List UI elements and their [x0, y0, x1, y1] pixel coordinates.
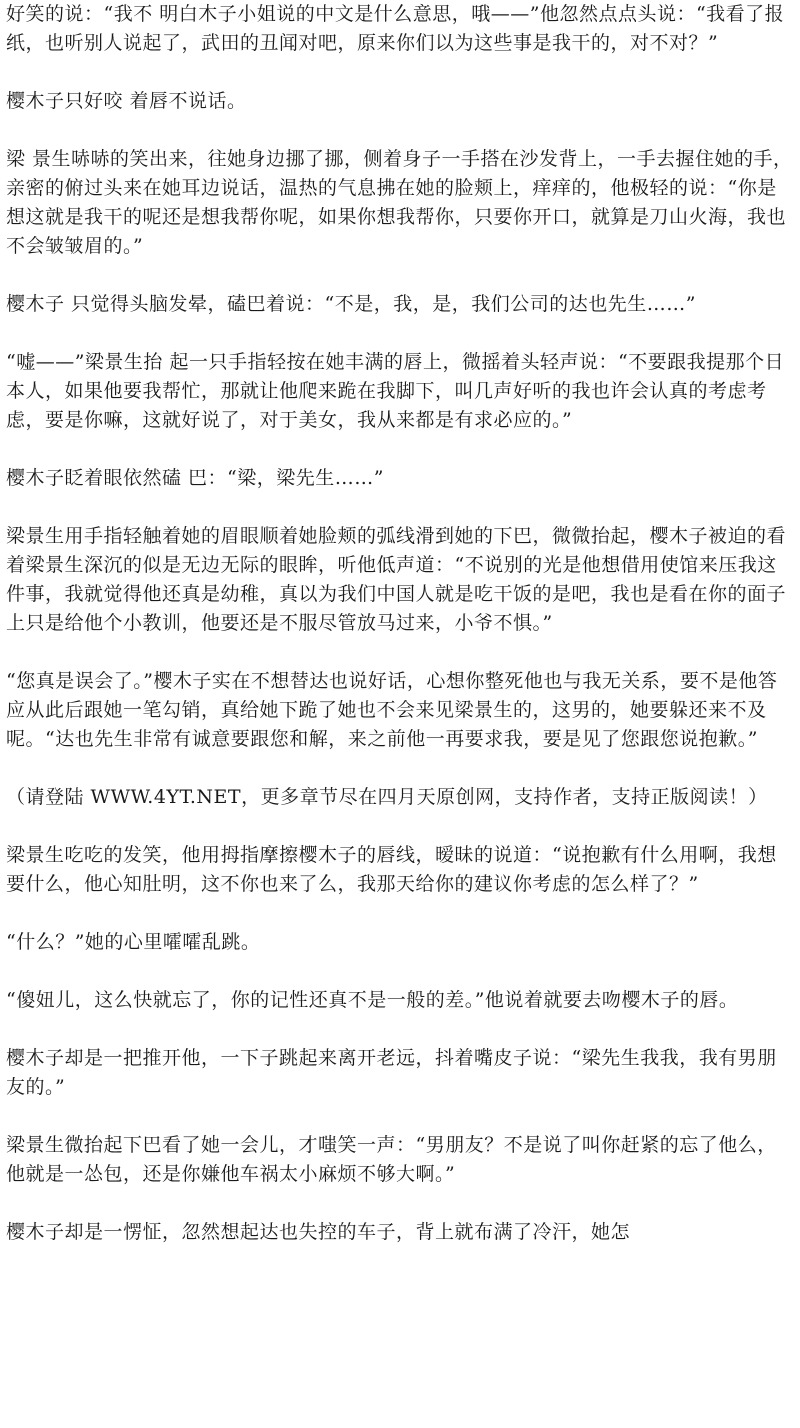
paragraph: “您真是误会了。”樱木子实在不想替达也说好话，心想你整死他也与我无关系，要不是他答应从此后跟她一笔勾销，真给她下跪了她也不会来见梁景生的，这男的，她要躲还来不及呢。“达也先生非常有诚意要跟您和解，来之前他一再要求我，要是见了您跟您说抱歉。” [6, 670, 778, 750]
paragraph: 梁景生用手指轻触着她的眉眼顺着她脸颊的弧线滑到她的下巴，微微抬起，樱木子被迫的看着梁景生深沉的似是无边无际的眼眸，听他低声道：“不说别的光是他想借用使馆来压我这件事，我就觉得他还真是幼稚，真以为我们中国人就是吃干饭的是吧，我也是看在你的面子上只是给他个小教训，他要还是不服尽管放马过来，小爷不惧。” [6, 525, 787, 634]
paragraph: 樱木子却是一把推开他，一下子跳起来离开老远，抖着嘴皮子说：“梁先生我我，我有男朋友的。” [6, 1047, 777, 1098]
document-page [6, 0, 796, 1276]
paragraph: 梁 景生哧哧的笑出来，往她身边挪了挪，侧着身子一手搭在沙发背上，一手去握住她的手，亲密的俯过头来在她耳边说话，温热的气息拂在她的脸颊上，痒痒的，他极轻的说：“你是想这就是我干的呢还是想我帮你呢，如果你想我帮你，只要你开口，就算是刀山火海，我也不会皱皱眉的。” [6, 148, 793, 257]
paragraph: 梁景生微抬起下巴看了她一会儿，才嗤笑一声：“男朋友？不是说了叫你赶紧的忘了他么，他就是一怂包，还是你嫌他车祸太小麻烦不够大啊。” [6, 1134, 777, 1185]
paragraph: “嘘——”梁景生抬 起一只手指轻按在她丰满的唇上，微摇着头轻声说：“不要跟我提那个日本人，如果他要我帮忙，那就让他爬来跪在我脚下，叫几声好听的我也许会认真的考虑考虑，要是你嘛，这就好说了，对于美女，我从来都是有求必应的。” [6, 351, 785, 431]
site-notice: （请登陆 WWW.4YT.NET，更多章节尽在四月天原创网，支持作者，支持正版阅读！） [6, 786, 768, 808]
paragraph: “什么？”她的心里嚯嚯乱跳。 [6, 931, 261, 953]
paragraph: 樱木子眨着眼依然磕 巴：“梁，梁先生……” [6, 467, 384, 489]
paragraph: 樱木子却是一愣怔，忽然想起达也失控的车子，背上就布满了冷汗，她怎 [6, 1221, 631, 1243]
paragraph: 梁景生吃吃的发笑，他用拇指摩擦樱木子的唇线，暧昧的说道：“说抱歉有什么用啊，我想要什么，他心知肚明，这不你也来了么，我那天给你的建议你考虑的怎么样了？” [6, 844, 777, 895]
paragraph: “傻妞儿，这么快就忘了，你的记性还真不是一般的差。”他说着就要去吻樱木子的唇。 [6, 989, 739, 1011]
paragraph: 樱木子只好咬 着唇不说话。 [6, 90, 247, 112]
paragraph: 樱木子 只觉得头脑发晕，磕巴着说：“不是，我，是，我们公司的达也先生……” [6, 293, 696, 315]
paragraph: 好笑的说：“我不 明白木子小姐说的中文是什么意思，哦——”他忽然点点头说：“我看了报纸，也听别人说起了，武田的丑闻对吧，原来你们以为这些事是我干的，对不对？” [6, 3, 785, 54]
